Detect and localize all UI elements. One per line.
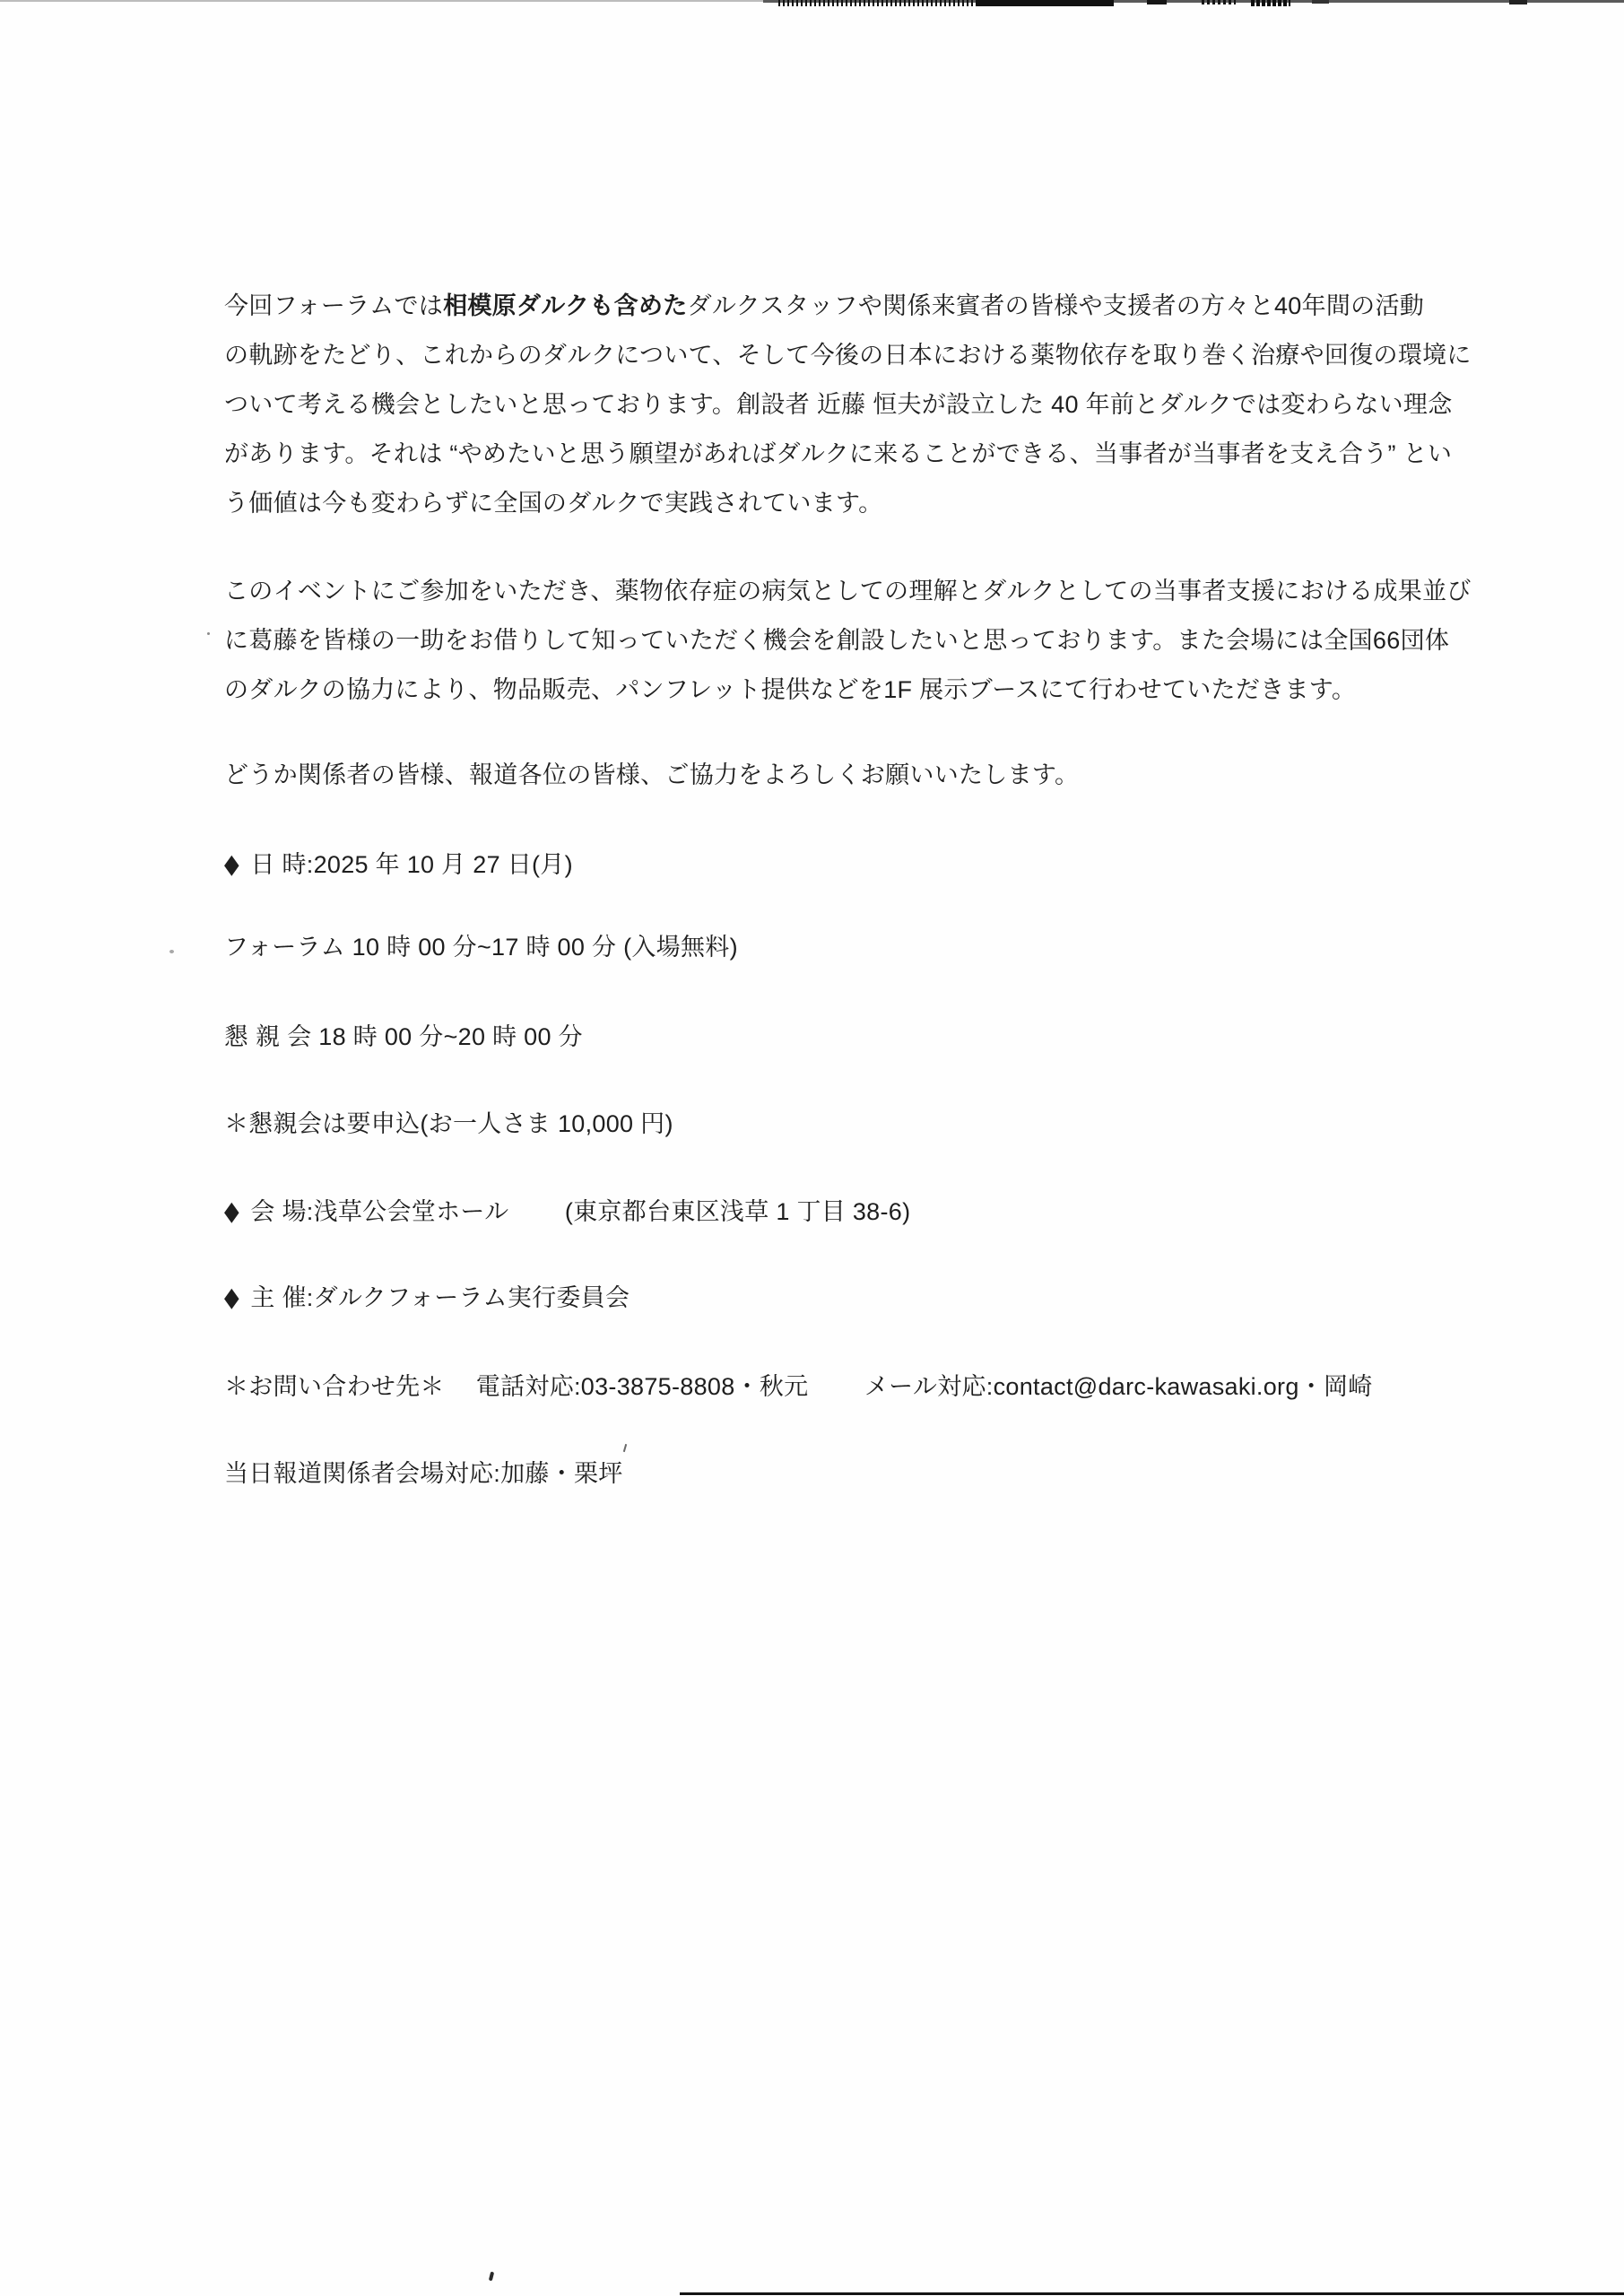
- participation-line-2: に葛藤を皆様の一助をお借りして知っていただく機会を創設したいと思っております。また会場には全国66団体: [224, 627, 1450, 654]
- scan-artifact-dashes: [778, 0, 977, 6]
- diamond-bullet-icon: ◆: [224, 849, 239, 879]
- diamond-bullet-icon: ◆: [224, 1283, 239, 1312]
- request-paragraph: [224, 751, 1079, 800]
- contact-line: [224, 1362, 1373, 1412]
- venue-text: 会 場:浅草公会堂ホール (東京都台東区浅草 1 丁目 38-6): [250, 1198, 911, 1225]
- scan-artifact-speck: [169, 950, 174, 953]
- intro-line-1-suffix: ダルクスタッフや関係来賓者の皆様や支援者の方々と40年間の活動: [687, 292, 1425, 319]
- scan-artifact-top-line: [0, 0, 1624, 2]
- request-line: どうか関係者の皆様、報道各位の皆様、ご協力をよろしくお願いいたします。: [224, 761, 1080, 788]
- scan-artifact-speck: [489, 2272, 494, 2282]
- scan-artifact-speck: [207, 632, 210, 635]
- organizer-text: 主 催:ダルクフォーラム実行委員会: [250, 1284, 630, 1311]
- press-contact-text: 当日報道関係者会場対応:加藤・栗坪: [224, 1460, 623, 1487]
- venue-line: [224, 1187, 910, 1236]
- scan-artifact-top-line-dark: [763, 0, 1624, 3]
- participation-line-3: のダルクの協力により、物品販売、パンフレット提供などを1F 展示ブースにて行わせていただきます。: [224, 676, 1357, 703]
- scan-artifact-segment: [1312, 0, 1329, 4]
- forum-time-line: [224, 923, 738, 972]
- scan-artifact-dashes: [1202, 0, 1236, 4]
- intro-line-1-bold-text: 相模原ダルクも含めた: [443, 292, 688, 319]
- intro-line-2: の軌跡をたどり、これからのダルクについて、そして今後の日本における薬物依存を取り巻く治療や回復の環境に: [224, 342, 1472, 369]
- diamond-bullet-icon: ◆: [224, 1196, 239, 1226]
- scan-artifact-dashes: [1251, 0, 1290, 6]
- participation-line-1: このイベントにご参加をいただき、薬物依存症の病気としての理解とダルクとしての当事者支援における成果並び: [224, 578, 1472, 604]
- intro-paragraph: [224, 282, 1472, 528]
- contact-text: ＊お問い合わせ先＊ 電話対応:03-3875-8808・秋元 メール対応:contact@darc-kawasaki.org・岡崎: [224, 1373, 1373, 1400]
- intro-line-4: があります。それは “やめたいと思う願望があればダルクに来ることができる、当事者が当事者を支え合う” とい: [224, 440, 1453, 467]
- intro-line-5: う価値は今も変わらずに全国のダルクで実践されています。: [224, 490, 883, 517]
- scan-artifact-segment: [1509, 0, 1527, 4]
- participation-paragraph: [224, 567, 1472, 715]
- reception-fee-note-text: ＊懇親会は要申込(お一人さま 10,000 円): [224, 1110, 673, 1137]
- intro-line-1: [224, 282, 1472, 331]
- scan-artifact-bottom-line: [680, 2292, 1624, 2295]
- scan-artifact-speck: [623, 1444, 627, 1452]
- event-date-text: 日 時:2025 年 10 月 27 日(月): [250, 851, 573, 878]
- scan-artifact-segment: [1147, 0, 1167, 4]
- reception-fee-note-line: [224, 1100, 673, 1149]
- forum-time-text: フォーラム 10 時 00 分~17 時 00 分 (入場無料): [224, 934, 738, 961]
- organizer-line: [224, 1273, 630, 1322]
- reception-time-text: 懇 親 会 18 時 00 分~20 時 00 分: [224, 1023, 583, 1050]
- event-date-line: [224, 839, 573, 889]
- press-contact-line: [224, 1449, 623, 1499]
- intro-line-3: ついて考える機会としたいと思っております。創設者 近藤 恒夫が設立した 40 年前とダルクでは変わらない理念: [224, 391, 1453, 418]
- intro-line-1-prefix: 今回フォーラムでは: [224, 292, 444, 319]
- reception-time-line: [224, 1013, 583, 1062]
- scan-artifact-bar: [977, 0, 1114, 6]
